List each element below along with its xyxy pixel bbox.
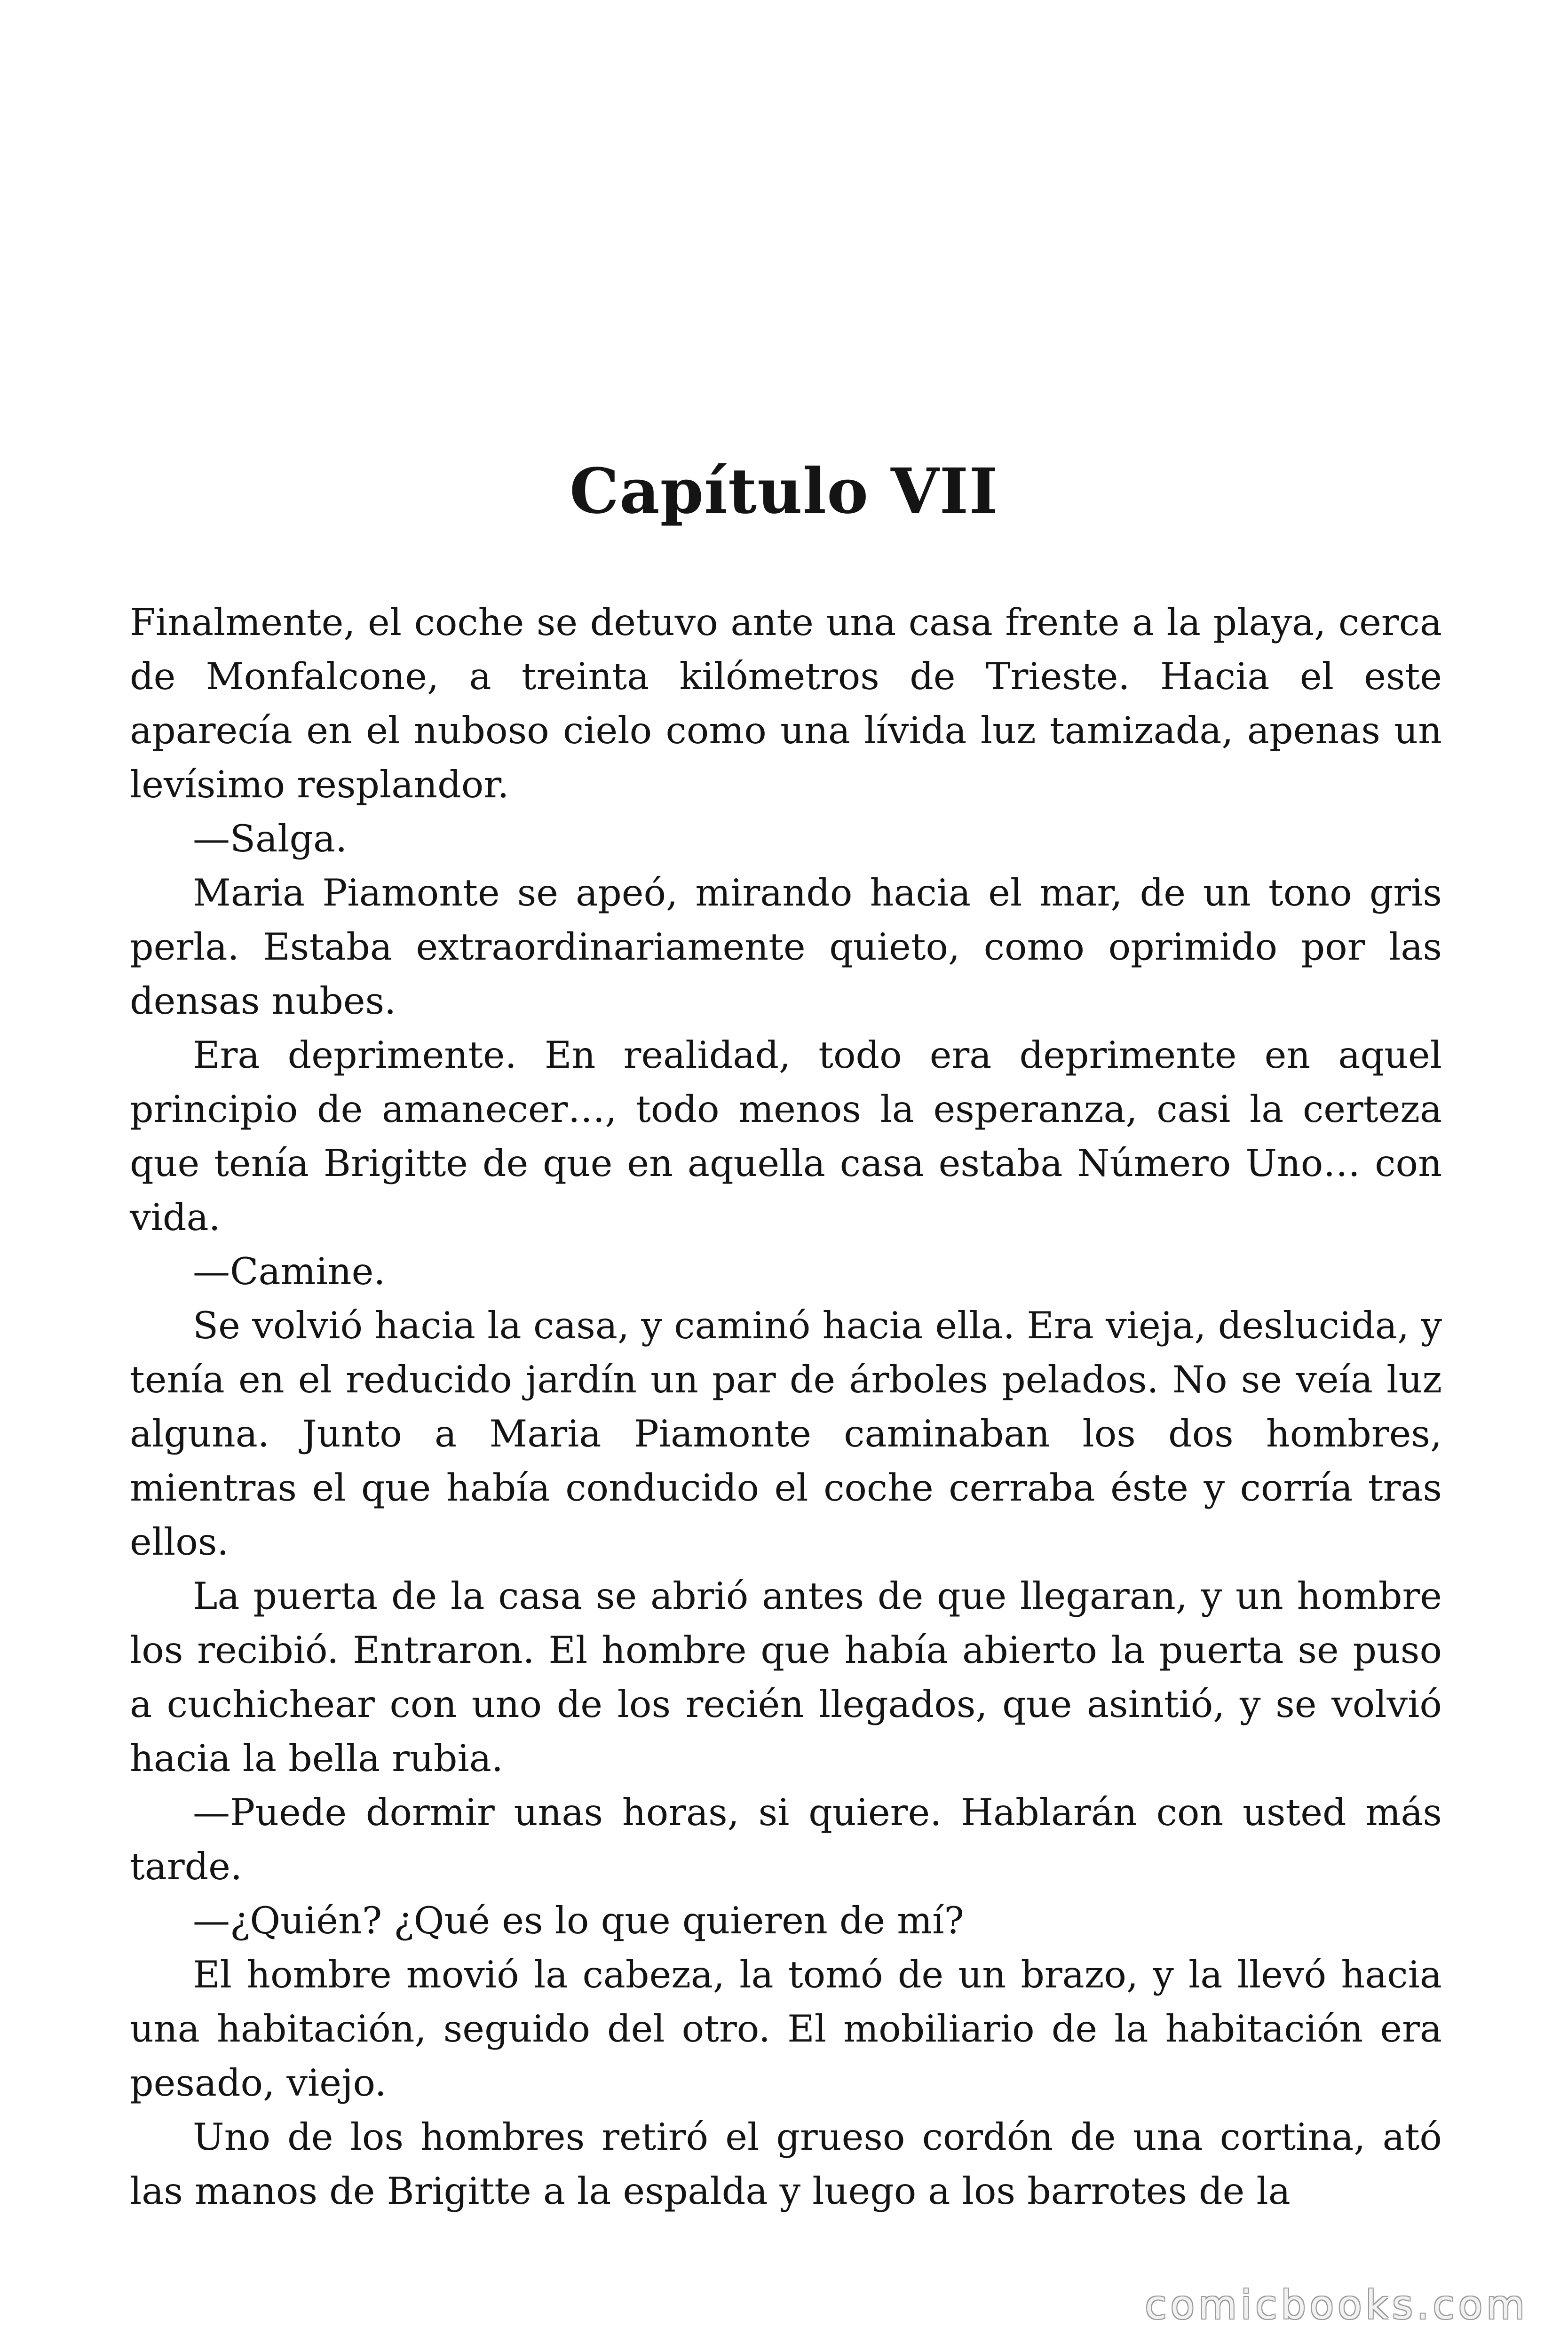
paragraph: Maria Piamonte se apeó, mirando hacia el mar, de un tono gris perla. Estaba extraordinariamente quieto, como oprimido por las densas nubes. bbox=[130, 871, 1442, 1023]
paragraph: Era deprimente. En realidad, todo era deprimente en aquel principio de amanecer…, todo menos la esperanza, casi la certeza que tenía Brigitte de que en aquella casa estaba Número Uno… con vida. bbox=[130, 1033, 1442, 1239]
paragraph: —Salga. bbox=[193, 817, 348, 860]
paragraph: Finalmente, el coche se detuvo ante una casa frente a la playa, cerca de Monfalcone, a treinta kilómetros de Trieste. Hacia el este aparecía en el nuboso cielo como una lívida luz tamizada, apenas un levísimo resplandor. bbox=[130, 601, 1442, 806]
paragraph: Uno de los hombres retiró el grueso cordón de una cortina, ató las manos de Brigitte a la espalda y luego a los barrotes de la bbox=[130, 2115, 1442, 2213]
paragraph: La puerta de la casa se abrió antes de que llegaran, y un hombre los recibió. Entraron. El hombre que había abierto la puerta se puso a cuchichear con uno de los recién llegados, que asintió, y se volvió hacia la bella rubia. bbox=[130, 1574, 1442, 1780]
chapter-title: Capítulo VII bbox=[569, 455, 999, 528]
paragraph: Se volvió hacia la casa, y caminó hacia ella. Era vieja, deslucida, y tenía en el reducido jardín un par de árboles pelados. No se veía luz alguna. Junto a Maria Piamonte caminaban los dos hombres, mientras el que había conducido el coche cerraba éste y corría tras ellos. bbox=[130, 1304, 1442, 1564]
chapter-body bbox=[130, 596, 1442, 2218]
watermark: comicbooks.com bbox=[1145, 2282, 1528, 2328]
paragraph: —Camine. bbox=[193, 1250, 386, 1293]
paragraph: —Puede dormir unas horas, si quiere. Hablarán con usted más tarde. bbox=[130, 1791, 1442, 1888]
paragraph: —¿Quién? ¿Qué es lo que quieren de mí? bbox=[193, 1899, 964, 1942]
paragraph: El hombre movió la cabeza, la tomó de un brazo, y la llevó hacia una habitación, seguido del otro. El mobiliario de la habitación era pesado, viejo. bbox=[130, 1953, 1442, 2105]
